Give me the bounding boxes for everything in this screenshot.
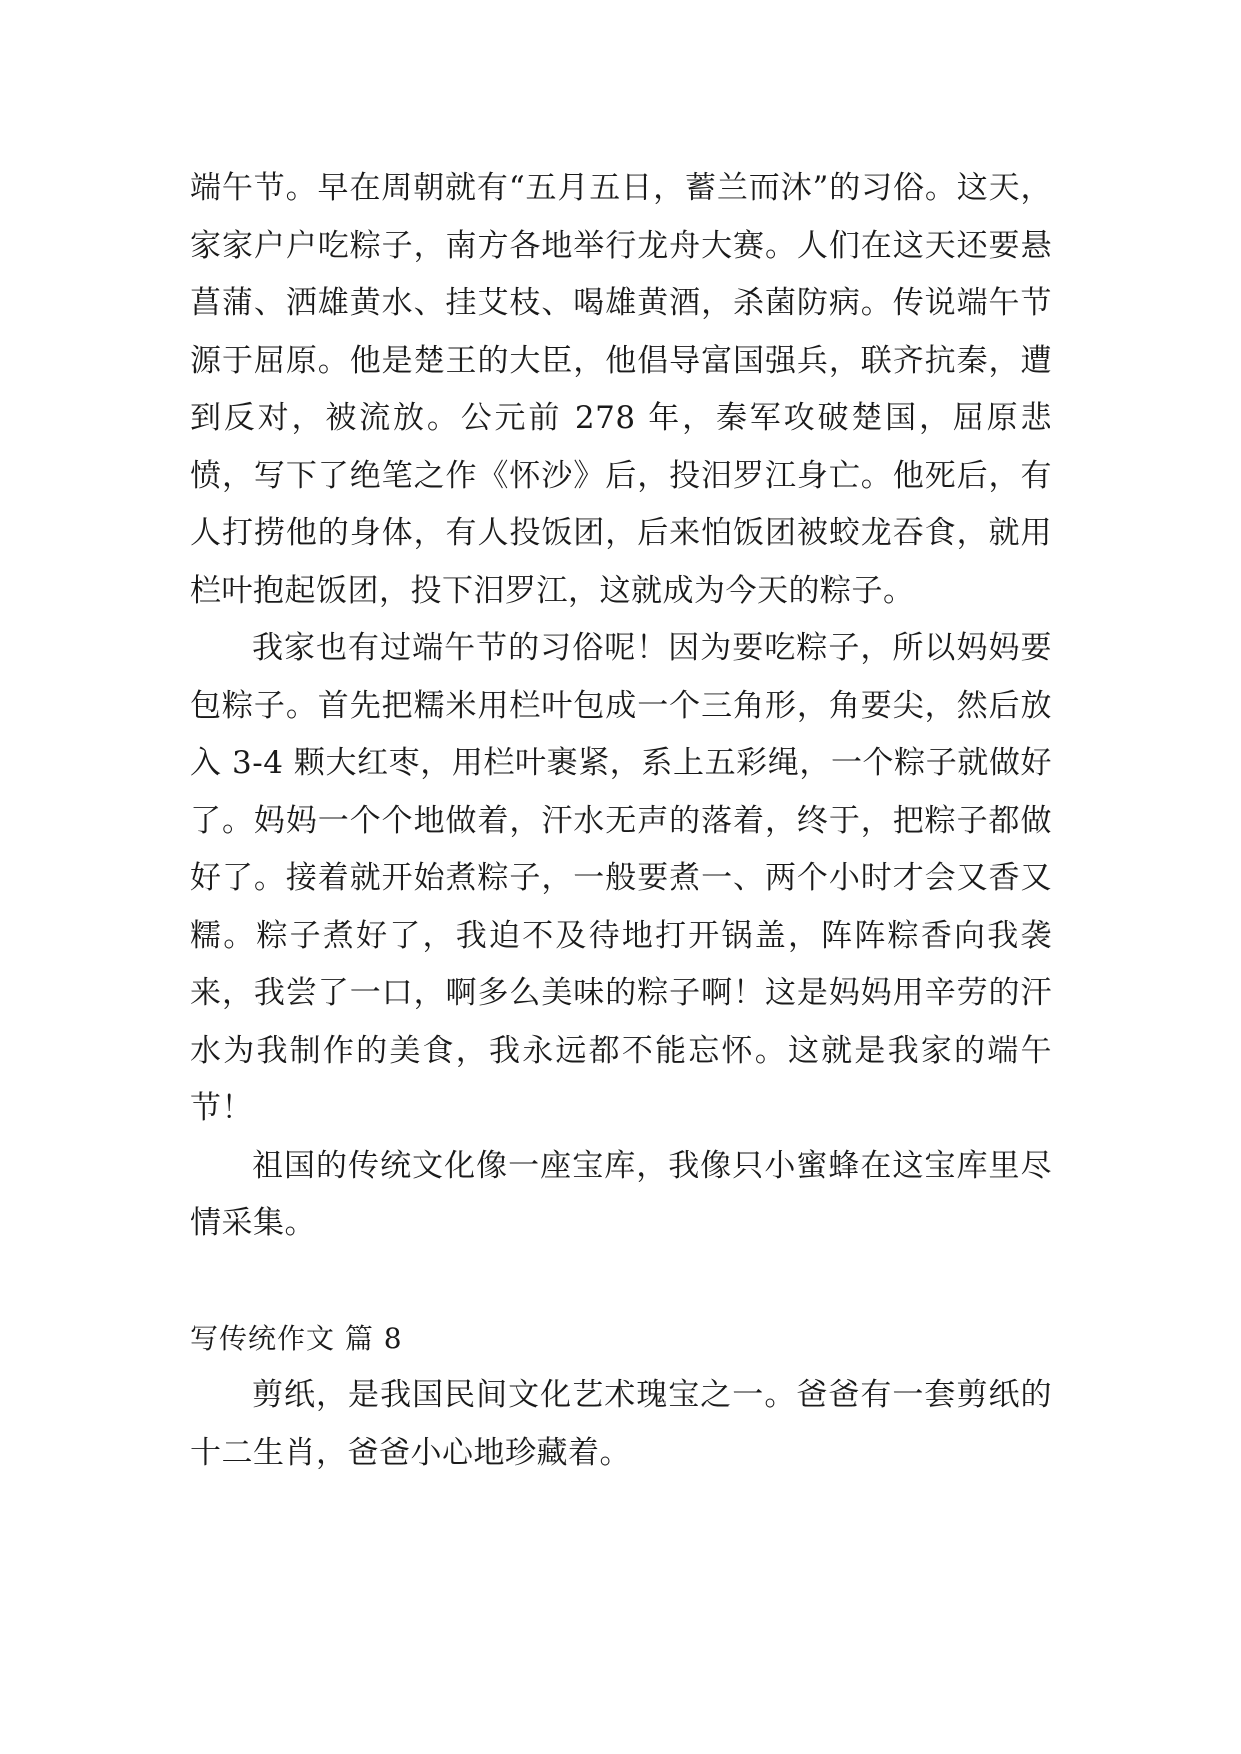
paragraph-dragon-boat-history: 端午节。早在周朝就有“五月五日，蓄兰而沐”的习俗。这天，家家户户吃粽子，南方各地举行龙舟大赛。人们在这天还要悬菖蒲、洒雄黄水、挂艾枝、喝雄黄酒，杀菌防病。传说端午节源于屈原。他是楚王的大臣，他倡导富国强兵，联齐抗秦，遭到反对，被流放。公元前 278 年，秦军攻破楚国，屈原悲愤，写下了绝笔之作《怀沙》后，投汨罗江身亡。他死后，有人打捞他的身体，有人投饭团，后来怕饭团被蛟龙吞食，就用栏叶抱起饭团，投下汨罗江，这就成为今天的粽子。 [190, 170, 1052, 609]
paragraph-paper-cutting: 剪纸，是我国民间文化艺术瑰宝之一。爸爸有一套剪纸的十二生肖，爸爸小心地珍藏着。 [190, 1377, 1052, 1471]
paragraph-making-zongzi: 我家也有过端午节的习俗呢！因为要吃粽子，所以妈妈要包粽子。首先把糯米用栏叶包成一个三角形，角要尖，然后放入 3-4 颗大红枣，用栏叶裹紧，系上五彩绳，一个粽子就做好了。妈妈一个个地做着，汗水无声的落着，终于，把粽子都做好了。接着就开始煮粽子，一般要煮一、两个小时才会又香又糯。粽子煮好了，我迫不及待地打开锅盖，阵阵粽香向我袭来，我尝了一口，啊多么美味的粽子啊！这是妈妈用辛劳的汗水为我制作的美食，我永远都不能忘怀。这就是我家的端午节！ [190, 630, 1052, 1126]
paragraph-culture-treasure: 祖国的传统文化像一座宝库，我像只小蜜蜂在这宝库里尽情采集。 [190, 1147, 1052, 1241]
section-heading: 写传统作文 篇 8 [190, 1321, 403, 1355]
document-body [190, 160, 1052, 1482]
